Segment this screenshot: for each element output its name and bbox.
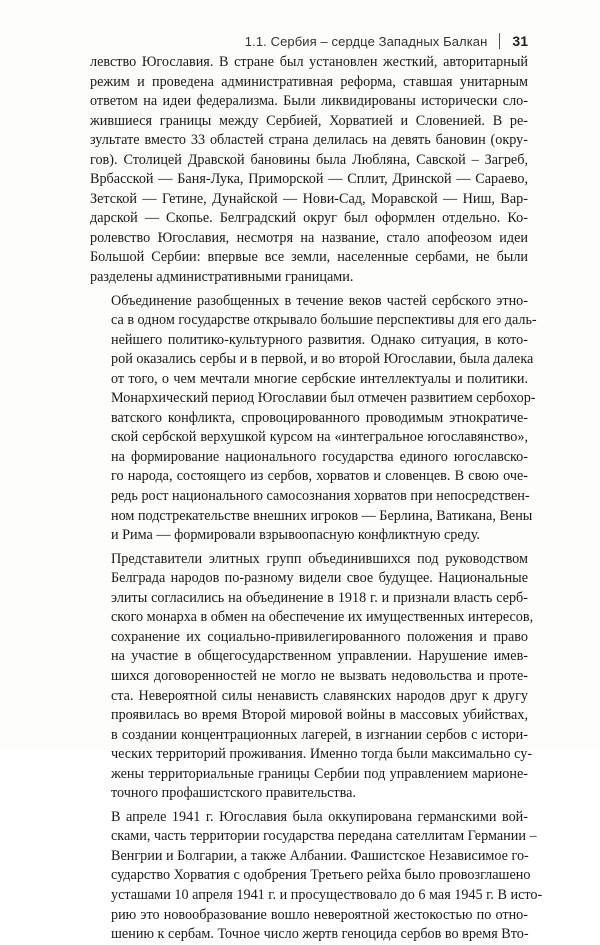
paragraph (90, 292, 537, 546)
running-title: 1.1. Сербия – сердце Западных Балкан (244, 33, 488, 49)
text-line: точного профашистского правительства. (111, 785, 356, 802)
text-line: Объединение разобщенных в течение веков частей сербского этно- (111, 292, 528, 309)
text-line: рой оказались сербы и в первой, и во второй Югославии, была далека (111, 351, 534, 368)
text-line: рию это новообразование вошло невероятной жестокостью по отно- (111, 906, 528, 923)
text-line: на участие в общегосударственном управлении. Нарушение имев- (111, 648, 528, 665)
text-line: ватского конфликта, спровоцированного проводимым этнократиче- (111, 409, 528, 426)
text-line: ческих территорий проживания. Именно тогда были максимально су- (111, 746, 533, 763)
text-line: зультате вместо 33 областей страна делилась на девять бановин (окру- (90, 132, 528, 149)
text-line: редь рост национального самосознания хорватов при непосредствен- (111, 488, 530, 505)
text-line: жившиеся границы между Сербией, Хорватией и Словенией. В ре- (90, 112, 528, 129)
text-line: ской сербской верхушкой курсом на «интегральное югославянство», (111, 429, 528, 446)
text-line: Монархический период Югославии был отмечен развитием сербохор- (111, 390, 536, 407)
text-line: Большой Сербии: впервые все земли, населенные сербами, не были (90, 249, 528, 266)
text-line: Представители элитных групп объединившихся под руководством (111, 550, 528, 567)
text-line: го народа, состоящего из сербов, хорватов и словенцев. В свою оче- (111, 468, 528, 485)
text-line: левство Югославия. В стране был установлен жесткий, авторитарный (90, 54, 528, 70)
paragraph (90, 808, 543, 945)
text-line: Врбасской — Баня-Лука, Приморской — Сплит, Дринской — Сараево, (90, 171, 528, 188)
text-line: от того, о чем мечтали многие сербские интеллектуалы и политики. (111, 370, 528, 387)
text-line: са в одном государстве открывало большие перспективы для его даль- (111, 312, 537, 329)
text-line: жены территориальные границы Сербии под управлением марионе- (111, 765, 528, 782)
text-line: режим и проведена административная реформа, ставшая унитарным (90, 73, 528, 90)
text-line: Венгрии и Болгарии, а также Албании. Фашистское Независимое го- (111, 847, 529, 864)
running-header (90, 31, 528, 51)
text-line: гов). Столицей Дравской бановины была Любляна, Савской – Загреб, (90, 151, 528, 168)
header-divider (499, 33, 500, 49)
text-line: ского монарха в обмен на обеспечение их имущественных интересов, (111, 609, 534, 626)
text-line: сударство Хорватия с одобрения Третьего рейха было провозглашено (111, 867, 531, 884)
text-line: проявилась во время Второй мировой войны в массовых убийствах, (111, 707, 528, 724)
text-line: В апреле 1941 г. Югославия была оккупирована германскими вой- (111, 808, 528, 825)
text-line: шению к сербам. Точное число жертв геноцида сербов во время Вто- (111, 926, 529, 943)
page-number: 31 (512, 33, 528, 49)
paragraph (90, 53, 528, 288)
text-line: в создании концентрационных лагерей, в изгнании сербов с истори- (111, 726, 528, 743)
text-line: нейшего политико-культурного развития. Однако ситуация, в кото- (111, 331, 528, 348)
text-line: ста. Невероятной силы ненависть славянских народов друг к другу (111, 687, 528, 704)
text-line: и Рима — формировали взрывоопасную конфликтную среду. (111, 527, 480, 544)
text-line: дарской — Скопье. Белградский округ был оформлен отдельно. Ко- (90, 210, 528, 227)
text-line: Зетской — Гетине, Дунайской — Нови-Сад, Моравской — Ниш, Вар- (90, 190, 528, 207)
text-line: разделены административными границами. (90, 269, 354, 286)
paragraph (90, 550, 534, 804)
text-line: сками, часть территории государства передана сателлитам Германии – (111, 828, 537, 845)
text-line: ролевство Югославия, несмотря на название, стало апофеозом идеи (90, 229, 528, 246)
text-line: элиты согласились на объединение в 1918 г. и признали власть серб- (111, 589, 528, 606)
text-line: сохранение их социально-привилегированного положения и право (111, 628, 528, 645)
text-line: шихся договоренностей не могло не вызвать недовольства и проте- (111, 667, 528, 684)
text-line: усташами 10 апреля 1941 г. и просуществовало до 6 мая 1945 г. В исто- (111, 886, 543, 903)
text-line: на формирование национального государства единого югославско- (111, 448, 528, 465)
text-line: ответом на идеи федерализма. Были ликвидированы исторически сло- (90, 93, 528, 110)
text-line: Белграда народов по-разному видели свое будущее. Национальные (111, 570, 528, 587)
text-line: ном подстрекательстве внешних игроков — Берлина, Ватикана, Вены (111, 507, 533, 524)
body-text (90, 53, 543, 945)
